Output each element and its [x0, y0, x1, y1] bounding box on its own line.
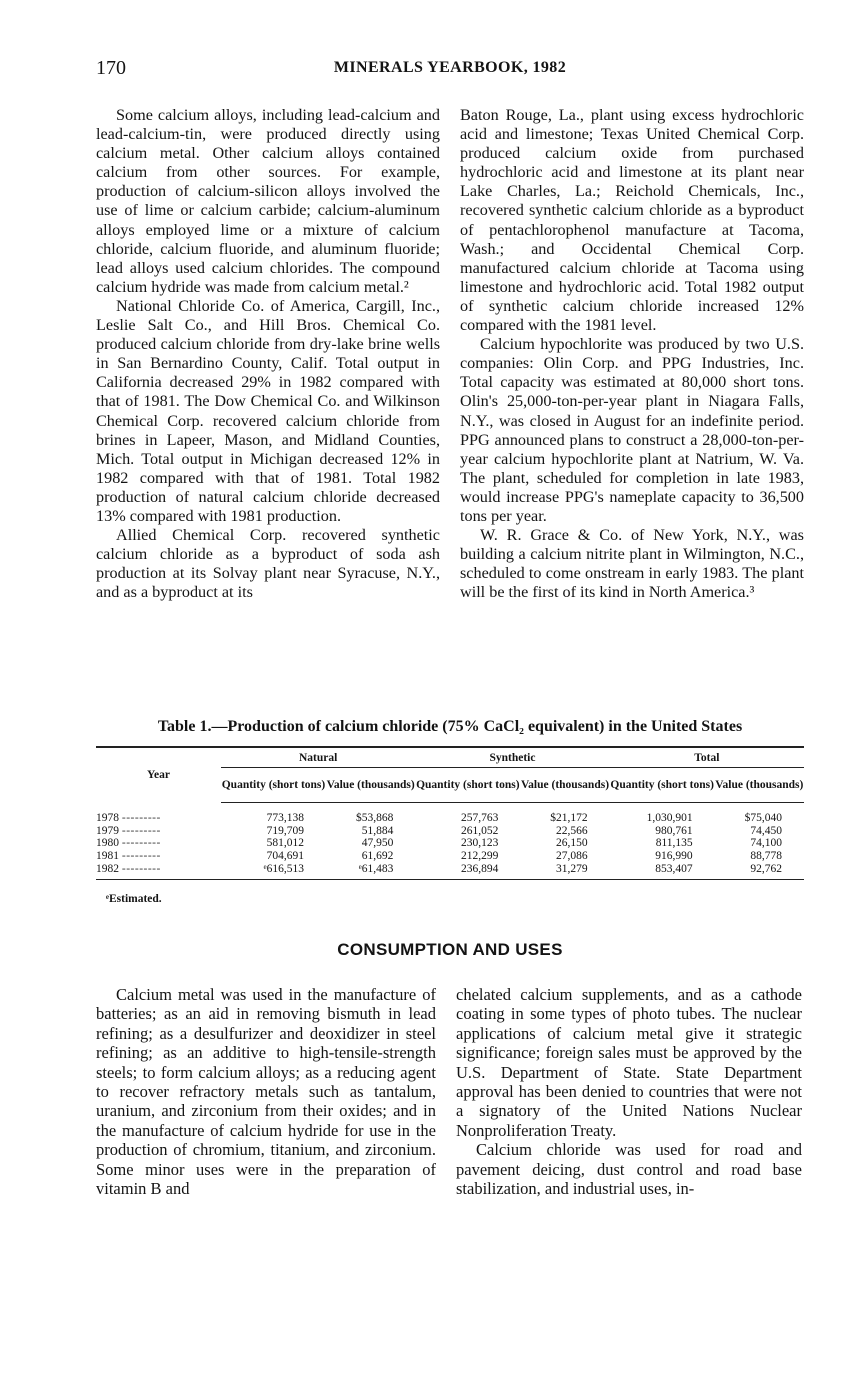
- year-label: 1979: [96, 824, 119, 837]
- table-cell: 26,150: [556, 837, 588, 850]
- table-cell: 704,691: [266, 850, 304, 863]
- text-column-top-right: [460, 106, 804, 602]
- table-cell: 236,894: [415, 862, 520, 879]
- table-cell: 31,279: [520, 862, 609, 879]
- leader-dots: ---------: [121, 812, 161, 825]
- table-cell: 22,566: [556, 824, 588, 837]
- paragraph: Calcium metal was used in the manufacture of batteries; as an aid in removing bismuth in lead refining; as a desulfurizer and deoxidizer in steel refining; as an additive to high-tensile-strength steels; to form calcium alloys; as a reducing agent to recover refractory metals such as tantalum, uranium, and zirconium from their oxides; and in the manufacture of calcium hydride for use in the production of chromium, titanium, and zirconium. Some minor uses were in the preparation of vitamin B and: [96, 985, 436, 1199]
- column-header-quantity: Quantity (short tons): [610, 768, 715, 803]
- table-cell: 92,762: [715, 862, 804, 879]
- table-cell: 811,135: [655, 837, 693, 850]
- paragraph: W. R. Grace & Co. of New York, N.Y., was building a calcium nitrite plant in Wilmington, N.C., scheduled to come onstream in early 1983. The plant will be the first of its kind in North America.³: [460, 526, 804, 602]
- leader-dots: ---------: [121, 862, 161, 875]
- running-title: MINERALS YEARBOOK, 1982: [333, 59, 567, 76]
- table-cell: 51,884: [361, 824, 394, 837]
- table-cell: $21,172: [550, 812, 588, 825]
- table-row: [96, 803, 804, 825]
- column-header-value: Value (thousands): [326, 768, 415, 803]
- text-column-bottom-right: [456, 985, 802, 1198]
- paragraph: Allied Chemical Corp. recovered synthetic calcium chloride as a byproduct of soda ash production at its Solvay plant near Syracuse, N.Y., and as a byproduct at its: [96, 526, 440, 602]
- table-cell: 61,692: [361, 850, 394, 863]
- table-cell: 74,100: [750, 837, 782, 850]
- year-cell: [96, 837, 221, 850]
- page-header: [96, 57, 804, 81]
- leader-dots: ---------: [121, 837, 161, 850]
- table-cell: 88,778: [750, 850, 782, 863]
- column-header-quantity: Quantity (short tons): [415, 768, 520, 803]
- table-cell: 27,086: [556, 850, 588, 863]
- table-cell: 257,763: [460, 812, 499, 825]
- year-label: 1982: [96, 862, 119, 875]
- table-row: [96, 850, 804, 863]
- group-header-synthetic: Synthetic: [415, 747, 609, 768]
- year-cell: [96, 825, 221, 838]
- table-cell: 916,990: [655, 850, 693, 863]
- table-cell: 773,138: [266, 812, 304, 825]
- table-cell: $75,040: [744, 812, 782, 825]
- table-cell: $53,868: [355, 812, 394, 825]
- paragraph: Some calcium alloys, including lead-calcium and lead-calcium-tin, were produced directly using calcium metal. Other calcium alloys contained calcium from other sources. For example, production of calcium-silicon alloys involved the use of lime or calcium carbide; calcium-aluminum alloys employed lime or a mixture of calcium chloride, calcium fluoride, and aluminum fluoride; lead alloys used calcium chlorides. The compound calcium hydride was made from calcium metal.²: [96, 106, 440, 296]
- page-number: 170: [96, 57, 126, 79]
- group-header-natural: Natural: [221, 747, 415, 768]
- table-cell: 212,299: [460, 850, 499, 863]
- year-cell: [96, 803, 221, 825]
- table-row: [96, 837, 804, 850]
- year-label: 1978: [96, 812, 119, 825]
- leader-dots: ---------: [121, 824, 161, 837]
- table-cell: 261,052: [460, 824, 499, 837]
- column-header-value: Value (thousands): [520, 768, 609, 803]
- production-table: [96, 746, 804, 880]
- table-cell: 719,709: [266, 824, 304, 837]
- table-cell: ᵉ61,483: [326, 862, 415, 879]
- year-label: 1981: [96, 850, 119, 863]
- table-cell: ᵉ616,513: [221, 862, 326, 879]
- table-cell: 230,123: [460, 837, 499, 850]
- table-cell: 1,030,901: [646, 812, 693, 825]
- year-cell: [96, 850, 221, 863]
- paragraph: National Chloride Co. of America, Cargill, Inc., Leslie Salt Co., and Hill Bros. Chemical Co. produced calcium chloride from dry-lake brine wells in San Bernardino County, Calif. Total output in California decreased 29% in 1982 compared with that of 1981. The Dow Chemical Co. and Wilkinson Chemical Corp. recovered calcium chloride from brines in Lapeer, Mason, and Midland Counties, Mich. Total output in Michigan decreased 12% in 1982 compared with that of 1981. Total 1982 production of natural calcium chloride decreased 13% compared with 1981 production.: [96, 296, 440, 525]
- table-row: [96, 825, 804, 838]
- year-label: 1980: [96, 837, 119, 850]
- paragraph: Calcium chloride was used for road and pavement deicing, dust control and road base stabilization, and industrial uses, in-: [456, 1140, 802, 1199]
- table-cell: 980,761: [655, 824, 693, 837]
- column-header-quantity: Quantity (short tons): [221, 768, 326, 803]
- paragraph: Baton Rouge, La., plant using excess hydrochloric acid and limestone; Texas United Chemical Corp. produced calcium oxide from purchased hydrochloric acid and limestone at its plant near Lake Charles, La.; Reichold Chemicals, Inc., recovered synthetic calcium chloride as a byproduct of pentachlorophenol manufacture at Tacoma, Wash.; and Occidental Chemical Corp. manufactured calcium chloride at Tacoma using limestone and hydrochloric acid. Total 1982 output of synthetic calcium chloride increased 12% compared with the 1981 level.: [460, 106, 804, 335]
- table-row: [96, 862, 804, 879]
- table-cell: 47,950: [361, 837, 394, 850]
- section-heading: CONSUMPTION AND USES: [337, 940, 563, 959]
- table-cell: 74,450: [750, 824, 782, 837]
- table-cell: 581,012: [266, 837, 304, 850]
- paragraph: Calcium hypochlorite was produced by two U.S. companies: Olin Corp. and PPG Industries, Inc. Total capacity was estimated at 80,000 short tons. Olin's 25,000-ton-per-year plant in Niagara Falls, N.Y., was closed in August for an indefinite period. PPG announced plans to construct a 28,000-ton-per-year calcium hypochlorite plant at Natrium, W. Va. The plant, scheduled for completion in late 1983, would increase PPG's nameplate capacity to 36,500 tons per year.: [460, 335, 804, 525]
- text-column-bottom-left: [96, 985, 436, 1198]
- year-cell: [96, 862, 221, 879]
- column-header-value: Value (thousands): [715, 768, 804, 803]
- paragraph: chelated calcium supplements, and as a cathode coating in some types of photo tubes. The nuclear applications of calcium metal give it strategic significance; foreign sales must be approved by the U.S. Department of State. State Department approval has been denied to countries that were not a signatory of the United Nations Nuclear Nonproliferation Treaty.: [456, 985, 802, 1140]
- text-column-top-left: [96, 106, 440, 602]
- year-header: Year: [96, 747, 221, 803]
- table-cell: 853,407: [610, 862, 715, 879]
- leader-dots: ---------: [121, 850, 161, 863]
- group-header-total: Total: [610, 747, 804, 768]
- table-footnote: ᵉEstimated.: [106, 893, 162, 905]
- table-title: Table 1.—Production of calcium chloride (75% CaCl₂ equivalent) in the United States: [157, 718, 743, 735]
